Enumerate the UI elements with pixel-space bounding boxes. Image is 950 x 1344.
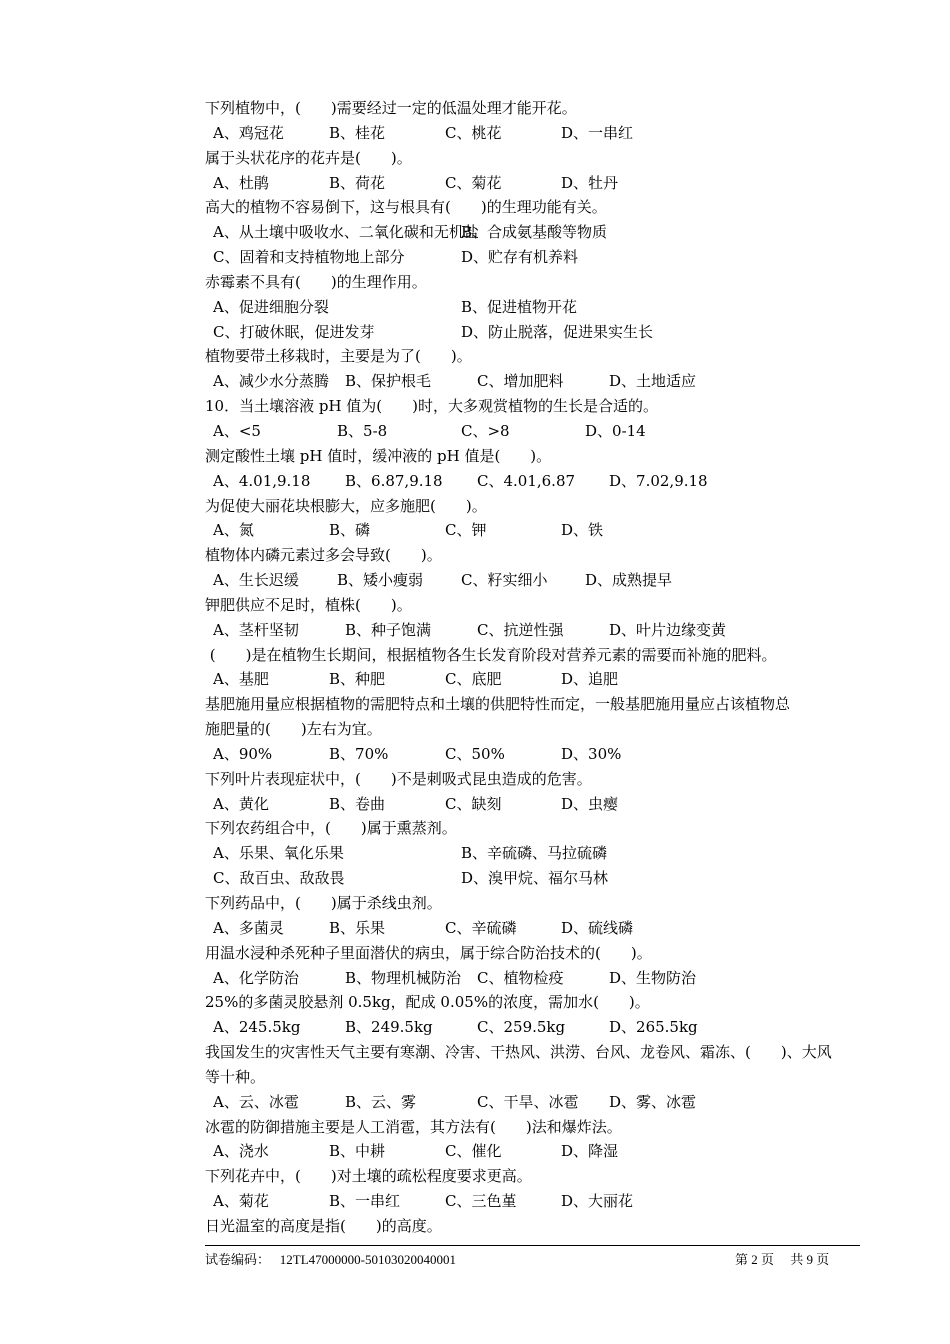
option-d-label: D、7.02,9.18 (609, 471, 708, 490)
option-a-label: A、化学防治 (213, 968, 299, 987)
option-a-label: A、黄化 (213, 794, 269, 813)
option-a-label: A、从土壤中吸收水、二氧化碳和无机盐 (213, 223, 479, 242)
option-a-label: C、敌百虫、敌敌畏 (213, 869, 345, 888)
option-b-label: B、乐果 (329, 918, 386, 937)
option-d-label: D、雾、冰雹 (609, 1092, 697, 1111)
option-d-label: D、0-14 (585, 421, 646, 440)
question-stem: 日光温室的高度是指( )的高度。 (205, 1216, 442, 1235)
option-c-label: C、50% (445, 744, 505, 763)
option-row (205, 369, 865, 394)
option-b-label: B、一串红 (329, 1192, 401, 1211)
option-row (205, 1090, 865, 1115)
option-row (205, 792, 865, 817)
option-d-label: D、牡丹 (561, 173, 619, 192)
option-b-label: B、物理机械防治 (345, 968, 462, 987)
option-c-label: C、干旱、冰雹 (477, 1092, 579, 1111)
question-list (205, 96, 865, 1239)
option-a-label: A、杜鹃 (213, 173, 269, 192)
option-c-label: C、辛硫磷 (445, 918, 517, 937)
paper-code-label: 试卷编码： (205, 1252, 271, 1267)
option-a-label: A、乐果、氧化乐果 (213, 844, 344, 863)
option-a-label: A、促进细胞分裂 (213, 297, 329, 316)
option-b-label: D、贮存有机养料 (461, 248, 579, 267)
option-row (205, 121, 865, 146)
option-c-label: C、桃花 (445, 123, 502, 142)
option-a-label: A、90% (213, 744, 273, 763)
question-stem: 高大的植物不容易倒下，这与根具有( )的生理功能有关。 (205, 198, 607, 217)
option-d-label: D、降湿 (561, 1142, 619, 1161)
option-b-label: B、中耕 (329, 1142, 386, 1161)
option-row (205, 295, 865, 320)
question-stem: 植物要带土移栽时，主要是为了( )。 (205, 347, 472, 366)
question-stem: 下列花卉中，( )对土壤的疏松程度要求更高。 (205, 1167, 532, 1186)
option-c-label: C、植物检疫 (477, 968, 564, 987)
option-d-label: D、虫瘿 (561, 794, 619, 813)
option-a-label: A、多菌灵 (213, 918, 284, 937)
option-b-label: B、5-8 (337, 421, 388, 440)
option-c-label: C、缺刻 (445, 794, 502, 813)
option-a-label: A、4.01,9.18 (213, 471, 311, 490)
option-row (205, 518, 865, 543)
option-c-label: C、增加肥料 (477, 372, 564, 391)
option-d-label: D、265.5kg (609, 1018, 698, 1037)
option-row (205, 1189, 865, 1214)
option-row (205, 220, 865, 245)
option-d-label: D、追肥 (561, 670, 619, 689)
option-b-label: B、合成氨基酸等物质 (461, 223, 608, 242)
option-row (205, 618, 865, 643)
option-b-label: B、辛硫磷、马拉硫磷 (461, 844, 608, 863)
option-b-label: B、磷 (329, 521, 371, 540)
question-stem: 下列药品中，( )属于杀线虫剂。 (205, 894, 442, 912)
option-b-label: B、矮小瘦弱 (337, 571, 424, 590)
option-row (205, 320, 865, 345)
option-c-label: C、菊花 (445, 173, 502, 192)
option-row (205, 171, 865, 196)
option-a-label: A、245.5kg (213, 1018, 301, 1037)
option-b-label: B、桂花 (329, 123, 386, 142)
option-d-label: D、30% (561, 744, 622, 763)
option-row (205, 966, 865, 991)
option-d-label: D、成熟提早 (585, 571, 673, 590)
footer-divider (205, 1245, 860, 1246)
question-stem: 施肥量的( )左右为宜。 (205, 720, 382, 739)
option-a-label: A、云、冰雹 (213, 1092, 299, 1111)
question-stem: 赤霉素不具有( )的生理作用。 (205, 272, 427, 291)
option-b-label: B、促进植物开花 (461, 297, 578, 316)
option-d-label: D、一串红 (561, 123, 634, 142)
option-d-label: D、叶片边缘变黄 (609, 620, 727, 639)
question-stem: 下列农药组合中，( )属于熏蒸剂。 (205, 819, 457, 838)
option-a-label: A、生长迟缓 (213, 571, 299, 590)
option-c-label: C、底肥 (445, 670, 502, 689)
paper-code-value: 12TL47000000-50103020040001 (279, 1252, 456, 1267)
question-stem: 属于头状花序的花卉是( )。 (205, 148, 412, 167)
question-stem: 10．当土壤溶液 pH 值为( )时，大多观赏植物的生长是合适的。 (205, 397, 659, 416)
option-b-label: B、249.5kg (345, 1018, 433, 1037)
option-row (205, 841, 865, 866)
option-c-label: C、钾 (445, 521, 487, 540)
page-number: 第 2 页 共 9 页 (735, 1252, 830, 1267)
option-c-label: C、籽实细小 (461, 571, 548, 590)
option-a-label: A、基肥 (213, 670, 269, 689)
option-row (205, 667, 865, 692)
option-row (205, 742, 865, 767)
option-b-label: B、云、雾 (345, 1092, 417, 1111)
option-row (205, 1139, 865, 1164)
option-b-label: B、种子饱满 (345, 620, 432, 639)
option-c-label: C、抗逆性强 (477, 620, 564, 639)
question-stem: 我国发生的灾害性天气主要有寒潮、冷害、干热风、洪涝、台风、龙卷风、霜冻、( )、大风 (205, 1043, 832, 1062)
option-d-label: D、硫线磷 (561, 918, 634, 937)
option-a-label: C、固着和支持植物地上部分 (213, 248, 405, 267)
question-stem: ( )是在植物生长期间，根据植物各生长发育阶段对营养元素的需要而补施的肥料。 (205, 645, 777, 664)
question-stem: 下列叶片表现症状中，( )不是刺吸式昆虫造成的危害。 (205, 769, 592, 788)
question-stem: 为促使大丽花块根膨大，应多施肥( )。 (205, 496, 487, 515)
option-d-label: D、生物防治 (609, 968, 697, 987)
option-row (205, 245, 865, 270)
question-stem: 下列植物中，( )需要经过一定的低温处理才能开花。 (205, 99, 577, 117)
question-stem: 等十种。 (205, 1067, 266, 1086)
question-stem: 基肥施用量应根据植物的需肥特点和土壤的供肥特性而定，一般基肥施用量应占该植物总 (205, 695, 791, 714)
option-c-label: C、259.5kg (477, 1018, 566, 1037)
option-d-label: D、铁 (561, 521, 604, 540)
option-a-label: C、打破休眠，促进发芽 (213, 322, 375, 341)
question-stem: 钾肥供应不足时，植株( )。 (205, 595, 412, 614)
option-b-label: B、种肥 (329, 670, 386, 689)
option-row (205, 1015, 865, 1040)
option-c-label: C、催化 (445, 1142, 502, 1161)
option-b-label: B、70% (329, 744, 389, 763)
question-stem: 冰雹的防御措施主要是人工消雹，其方法有( )法和爆炸法。 (205, 1117, 622, 1136)
question-stem: 25%的多菌灵胶悬剂 0.5kg，配成 0.05%的浓度，需加水( )。 (205, 993, 650, 1012)
option-c-label: C、4.01,6.87 (477, 471, 576, 490)
option-b-label: D、防止脱落，促进果实生长 (461, 322, 654, 341)
option-a-label: A、浇水 (213, 1142, 269, 1161)
option-b-label: B、荷花 (329, 173, 386, 192)
option-c-label: C、>8 (461, 421, 510, 440)
question-stem: 植物体内磷元素过多会导致( )。 (205, 546, 442, 565)
option-a-label: A、鸡冠花 (213, 123, 284, 142)
option-row (205, 469, 865, 494)
option-b-label: B、卷曲 (329, 794, 386, 813)
option-d-label: D、土地适应 (609, 372, 697, 391)
option-b-label: D、溴甲烷、福尔马林 (461, 869, 609, 888)
option-b-label: B、6.87,9.18 (345, 471, 443, 490)
option-c-label: C、三色堇 (445, 1192, 517, 1211)
option-a-label: A、菊花 (213, 1192, 269, 1211)
question-stem: 用温水浸种杀死种子里面潜伏的病虫，属于综合防治技术的( )。 (205, 943, 652, 962)
option-a-label: A、<5 (213, 421, 261, 440)
option-a-label: A、减少水分蒸腾 (213, 372, 329, 391)
option-row (205, 568, 865, 593)
option-row (205, 866, 865, 891)
option-b-label: B、保护根毛 (345, 372, 432, 391)
option-a-label: A、氮 (213, 521, 254, 540)
paper-code (205, 1249, 456, 1268)
option-d-label: D、大丽花 (561, 1192, 634, 1211)
option-row (205, 916, 865, 941)
option-a-label: A、茎杆坚韧 (213, 620, 299, 639)
question-stem: 测定酸性土壤 pH 值时，缓冲液的 pH 值是( )。 (205, 446, 552, 465)
option-row (205, 419, 865, 444)
